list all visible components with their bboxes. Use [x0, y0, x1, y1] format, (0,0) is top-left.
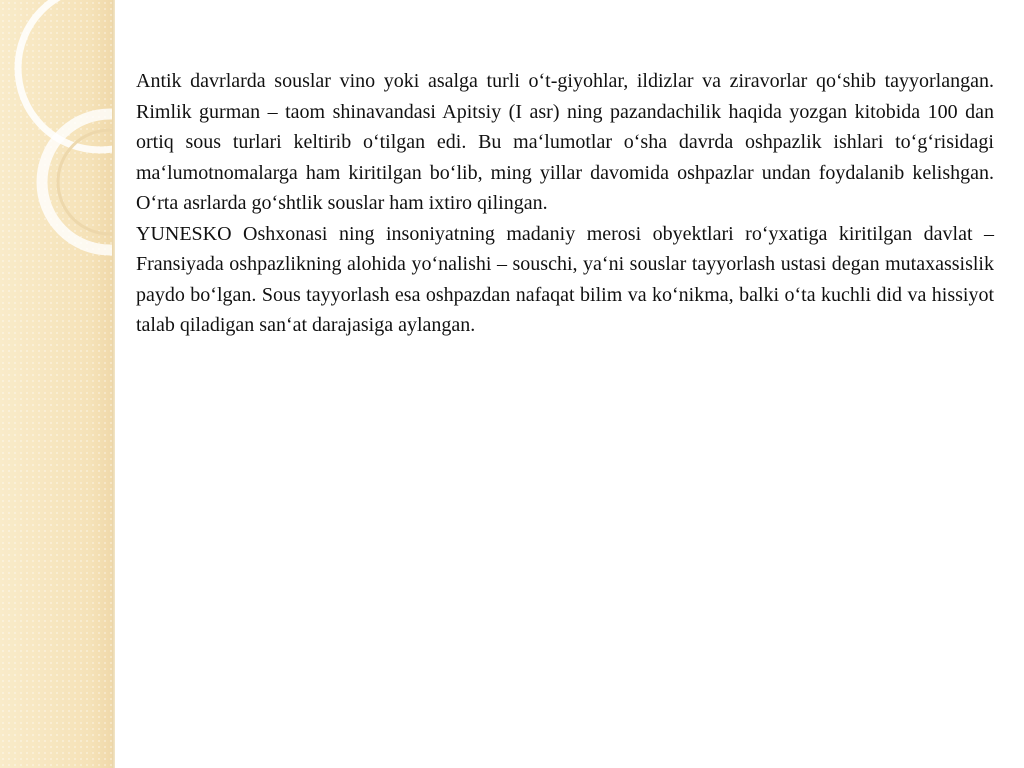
decorative-rings	[0, 0, 112, 300]
paragraph-unesco-france: YUNESKO Oshxonasi ning insoniyatning madaniy merosi obyektlari ro‘yxatiga kiritilgan davlat – Fransiyada oshpazlikning alohida yo‘nalishi – souschi, ya‘ni souslar tayyorlash ustasi degan mutaxassislik paydo bo‘lgan. Sous tayyorlash esa oshpazdan nafaqat bilim va ko‘nikma, balki o‘ta kuchli did va hissiyot talab qiladigan san‘at darajasiga aylangan.	[136, 222, 994, 336]
paragraph-ancient-sauces: Antik davrlarda souslar vino yoki asalga turli o‘t-giyohlar, ildizlar va ziravorlar qo‘shib tayyorlangan. Rimlik gurman – taom shinavandasi Apitsiy (I asr) ning pazandachilik haqida yozgan kitobida 100 dan ortiq sous turlari keltirib o‘tilgan edi. Bu ma‘lumotlar o‘sha davrda oshpazlik ishlari to‘g‘risidagi ma‘lumotnomalarga ham kiritilgan bo‘lib, ming yillar davomida oshpazlar undan foydalanib kelishgan. O‘rta asrlarda go‘shtlik souslar ham ixtiro qilingan.	[136, 70, 994, 214]
band-edge-divider	[112, 0, 115, 768]
body-text	[136, 66, 994, 341]
decorative-side-band	[0, 0, 112, 768]
